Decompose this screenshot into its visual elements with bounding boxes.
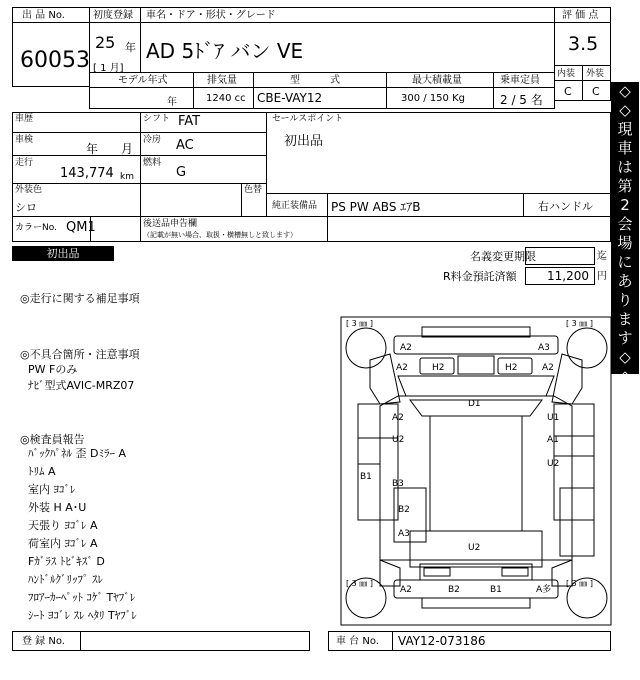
side-banner-char: ◇ (619, 82, 631, 100)
tire-br: [ 3 ㎜ ] (566, 579, 593, 588)
max-load-label: 最大積載量 (412, 75, 462, 86)
mileage-label: 走行 (15, 158, 34, 168)
inspector-line-1: ﾊﾞｯｸﾊﾟﾈﾙ 歪 Dﾐﾗｰ A (28, 447, 126, 460)
lot-number: 60053 (20, 48, 90, 73)
model-year-label: モデル年式 (118, 75, 168, 86)
year-unit: 年 (125, 41, 136, 54)
mark-fender-right: A2 (542, 363, 554, 373)
mark-door-l1: A2 (392, 413, 404, 423)
registration-label: 登 録 No. (22, 636, 65, 647)
side-banner-char: ま (617, 310, 633, 328)
car-name: AD 5ﾄﾞｱ バン VE (146, 39, 304, 63)
side-banner-char: ◇ (619, 367, 631, 385)
tire-tr: [ 3 ㎜ ] (566, 319, 593, 328)
side-banner-char: す (617, 329, 633, 347)
side-banner (611, 82, 639, 385)
score-label: 評 価 点 (562, 10, 599, 21)
fuel: G (176, 165, 187, 180)
mileage-unit: km (120, 172, 134, 182)
inspector-title: ◎検査員報告 (20, 433, 85, 446)
first-listing-badge (12, 246, 114, 261)
inspector-line-8: ﾊﾝﾄﾞﾙｸﾞﾘｯﾌﾟ ｽﾚ (28, 573, 103, 586)
inspector-line-4: 外装 H A･U (28, 501, 87, 514)
side-banner-char: ◇ (619, 348, 631, 366)
shift: FAT (178, 114, 201, 129)
name-change-box (525, 247, 595, 265)
side-banner-char: あ (617, 272, 633, 290)
shift-label: シフト (143, 114, 171, 124)
inspection-year-unit: 年 (86, 142, 99, 156)
mark-rear-b1: B1 (490, 585, 502, 595)
first-reg-year: 25 (95, 33, 116, 52)
name-change-unit: 迄 (597, 251, 607, 262)
score: 3.5 (568, 33, 599, 55)
mark-rear-b2: B2 (448, 585, 460, 595)
name-label: 車名・ドア・形状・グレード (146, 10, 276, 21)
equipment-label: 純正装備品 (272, 201, 318, 211)
side-banner-char: 現 (617, 120, 633, 138)
side-banner-char: 2 (620, 196, 630, 214)
chassis-label: 車 台 No. (336, 636, 379, 647)
displacement-label: 排気量 (207, 75, 237, 86)
inspector-line-7: Fｶﾞﾗｽ ﾄﾋﾞｷｽﾞ D (28, 555, 105, 568)
color-no: QM1 (66, 220, 96, 235)
side-banner-char: ◇ (619, 101, 631, 119)
interior-grade: C (564, 85, 572, 98)
max-load: 300 / 150 Kg (401, 93, 465, 104)
aftermarket-label: 後送品申告欄 (143, 219, 198, 229)
side-banner-char: り (617, 291, 633, 309)
defect-line-2: ﾅﾋﾞ型式AVIC-MRZ07 (28, 379, 135, 392)
mark-front-right: A3 (538, 343, 550, 353)
inspector-line-5: 天張り ﾖｺﾞﾚ A (28, 519, 98, 532)
inspector-line-10: ｼｰﾄ ﾖｺﾞﾚ ｽﾚ ﾍﾀﾘ Tﾔﾌﾞﾚ (28, 609, 137, 622)
inspector-line-6: 荷室内 ﾖｺﾞﾚ A (28, 537, 98, 550)
sales-point-label: セールスポイント (272, 114, 344, 124)
inspection-month-unit: 月 (121, 142, 134, 156)
inspector-line-2: ﾄﾘﾑ A (28, 465, 56, 478)
inspection-label: 車検 (15, 135, 34, 145)
history-label: 車歴 (15, 114, 34, 124)
side-banner-char: 場 (617, 234, 633, 252)
mark-h2-right: H2 (505, 363, 518, 373)
first-reg-label: 初度登録 (93, 10, 133, 21)
first-reg-month: [ 1 月] (93, 63, 124, 74)
exterior-grade: C (592, 85, 600, 98)
interior-label: 内装 (557, 69, 576, 79)
driving-title: ◎走行に関する補足事項 (20, 292, 140, 305)
side-banner-char: 第 (617, 177, 633, 195)
mark-side-b3: B3 (392, 479, 404, 489)
chassis-number: VAY12-073186 (398, 634, 486, 648)
inspector-line-3: 室内 ﾖｺﾞﾚ (28, 483, 76, 496)
mark-door-r1: U1 (547, 413, 560, 423)
fuel-label: 燃料 (143, 158, 162, 168)
first-listing-badge-text: 初出品 (46, 247, 80, 260)
tire-tl: [ 3 ㎜ ] (346, 319, 373, 328)
lot-label: 出 品 No. (22, 10, 65, 21)
mileage: 143,774 (60, 166, 114, 181)
mark-front-left: A2 (400, 343, 412, 353)
recycle-label: R料金預託済額 (443, 270, 517, 283)
damage-diagram (340, 316, 612, 626)
tire-bl: [ 3 ㎜ ] (346, 579, 373, 588)
equipment: PS PW ABS ｴｱB (331, 200, 421, 214)
mark-door-l2: U2 (392, 435, 405, 445)
mark-side-a3: A3 (398, 529, 410, 539)
model-type: CBE-VAY12 (257, 91, 323, 105)
ext-color: シロ (15, 201, 37, 214)
defect-line-1: PW Fのみ (28, 363, 78, 376)
side-banner-char: は (617, 158, 633, 176)
exterior-label: 外装 (586, 69, 605, 79)
defects-title: ◎不具合箇所・注意事項 (20, 348, 140, 361)
recycle-amount: 11,200 (547, 269, 589, 283)
aftermarket-note: （記載が無い場合、取扱・横槽無しと致します） (143, 231, 297, 239)
side-banner-char: 車 (617, 139, 633, 157)
mark-h2-left: H2 (432, 363, 445, 373)
name-change-label: 名義変更期限 (470, 250, 536, 263)
capacity-label: 乗車定員 (500, 75, 540, 86)
color-change-label: 色替 (244, 185, 263, 195)
recycle-unit: 円 (597, 271, 607, 282)
ext-color-label: 外装色 (15, 185, 43, 195)
mark-rear-a2: A2 (400, 585, 412, 595)
sales-point: 初出品 (284, 134, 324, 149)
mark-side-b1: B1 (360, 472, 372, 482)
mark-tailgate: U2 (468, 543, 481, 553)
side-banner-char: 会 (617, 215, 633, 233)
side-banner-char: に (617, 253, 633, 271)
mark-roof: D1 (468, 399, 481, 409)
color-no-label: カラーNo. (15, 223, 57, 233)
mark-door-r2: A1 (547, 435, 559, 445)
ac: AC (176, 138, 194, 153)
mark-rear-a: A多 (536, 585, 552, 595)
handle: 右ハンドル (538, 200, 593, 213)
type-label: 型 式 (290, 75, 340, 86)
model-year-unit: 年 (167, 97, 177, 108)
inspector-line-9: ﾌﾛｱｰｶｰﾍﾟｯﾄ ｺｹﾞ Tﾔﾌﾞﾚ (28, 591, 136, 604)
displacement: 1240 cc (206, 93, 246, 104)
mark-door-r3: U2 (547, 459, 560, 469)
ac-label: 冷房 (143, 135, 162, 145)
mark-fender-left: A2 (396, 363, 408, 373)
capacity: 2 / 5 名 (500, 93, 543, 107)
mark-side-b2: B2 (398, 505, 410, 515)
